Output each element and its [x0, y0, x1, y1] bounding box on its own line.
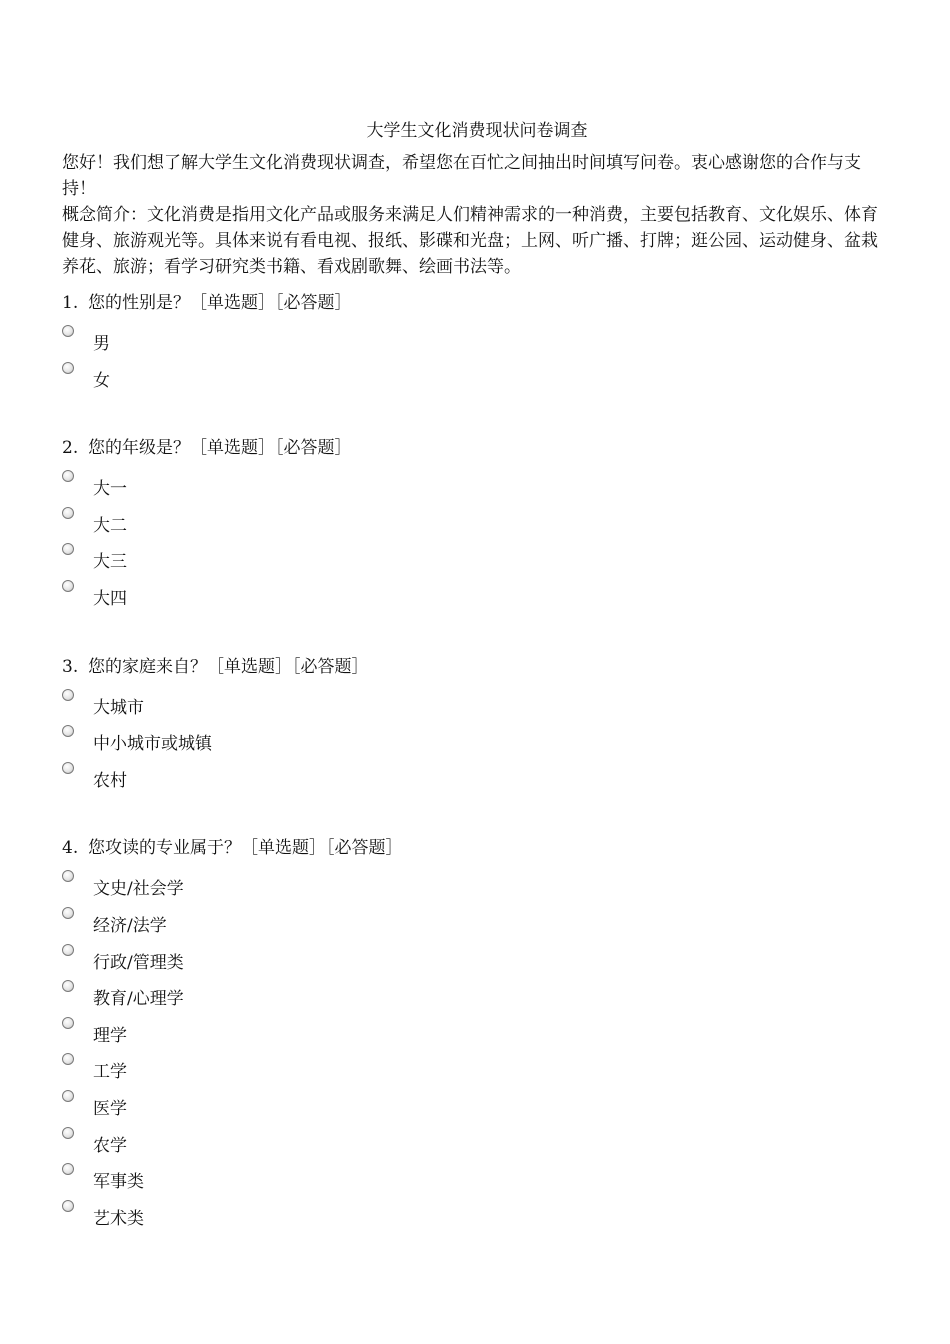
option-label: 女 — [93, 370, 110, 391]
option-row[interactable] — [62, 867, 892, 904]
radio-button-icon[interactable] — [62, 1127, 74, 1139]
radio-button-icon[interactable] — [62, 762, 74, 774]
option-label: 经济/法学 — [93, 915, 167, 936]
question-title — [62, 654, 892, 680]
option-row[interactable] — [62, 1014, 892, 1051]
question-2 — [62, 435, 892, 643]
option-row[interactable] — [62, 1050, 892, 1087]
radio-button-icon[interactable] — [62, 470, 74, 482]
option-label: 军事类 — [93, 1172, 144, 1193]
question-number: 3. — [62, 656, 79, 677]
question-number: 1. — [62, 293, 79, 313]
radio-button-icon[interactable] — [62, 944, 74, 956]
option-label: 工学 — [93, 1062, 127, 1083]
option-row[interactable] — [62, 759, 892, 796]
radio-button-icon[interactable] — [62, 1090, 74, 1102]
option-row[interactable] — [62, 359, 892, 396]
question-text: 您的年级是？［单选题］［必答题］ — [88, 438, 352, 459]
option-label: 医学 — [93, 1098, 127, 1119]
option-label: 大一 — [93, 479, 127, 500]
option-label: 农学 — [93, 1135, 127, 1156]
option-label: 艺术类 — [93, 1208, 144, 1229]
option-row[interactable] — [62, 1124, 892, 1161]
option-label: 男 — [93, 334, 110, 354]
question-title — [62, 290, 892, 316]
option-row[interactable] — [62, 540, 892, 577]
radio-button-icon[interactable] — [62, 1200, 74, 1212]
radio-button-icon[interactable] — [62, 1053, 74, 1065]
option-label: 文史/社会学 — [93, 879, 184, 900]
radio-button-icon[interactable] — [62, 543, 74, 555]
option-row[interactable] — [62, 504, 892, 541]
option-row[interactable] — [62, 941, 892, 978]
survey-page — [62, 118, 892, 1233]
radio-button-icon[interactable] — [62, 507, 74, 519]
option-row[interactable] — [62, 1197, 892, 1234]
question-3 — [62, 654, 892, 826]
option-label: 理学 — [93, 1025, 127, 1046]
question-title — [62, 435, 892, 461]
option-row[interactable] — [62, 722, 892, 759]
question-1 — [62, 290, 892, 425]
radio-button-icon[interactable] — [62, 325, 74, 337]
option-row[interactable] — [62, 904, 892, 941]
option-row[interactable] — [62, 686, 892, 723]
radio-button-icon[interactable] — [62, 980, 74, 992]
question-title — [62, 835, 892, 861]
question-4 — [62, 835, 892, 1233]
option-label: 行政/管理类 — [93, 952, 184, 973]
radio-button-icon[interactable] — [62, 907, 74, 919]
question-text: 您的性别是？［单选题］［必答题］ — [88, 293, 352, 313]
radio-button-icon[interactable] — [62, 870, 74, 882]
question-spacer — [62, 395, 892, 425]
question-text: 您攻读的专业属于？［单选题］［必答题］ — [88, 838, 403, 859]
option-row[interactable] — [62, 467, 892, 504]
question-number: 4. — [62, 838, 79, 859]
option-label: 大二 — [93, 515, 127, 536]
intro-concept: 概念简介：文化消费是指用文化产品或服务来满足人们精神需求的一种消费，主要包括教育、文化娱乐、体育健身、旅游观光等。具体来说有看电视、报纸、影碟和光盘；上网、听广播、打牌；逛公园、运动健身、盆栽养花、旅游；看学习研究类书籍、看戏剧歌舞、绘画书法等。 — [62, 205, 878, 277]
option-row[interactable] — [62, 977, 892, 1014]
option-row[interactable] — [62, 577, 892, 614]
question-number: 2. — [62, 438, 79, 459]
option-label: 教育/心理学 — [93, 989, 184, 1010]
option-label: 中小城市或城镇 — [93, 734, 212, 755]
question-spacer — [62, 614, 892, 644]
survey-title: 大学生文化消费现状问卷调查 — [366, 121, 588, 141]
option-label: 大三 — [93, 552, 127, 573]
option-row[interactable] — [62, 1160, 892, 1197]
radio-button-icon[interactable] — [62, 1017, 74, 1029]
option-label: 大四 — [93, 588, 127, 609]
radio-button-icon[interactable] — [62, 689, 74, 701]
intro-greeting: 您好！我们想了解大学生文化消费现状调查，希望您在百忙之间抽出时间填写问卷。衷心感谢您的合作与支持！ — [62, 153, 861, 199]
question-list — [62, 290, 892, 1233]
option-row[interactable] — [62, 322, 892, 359]
question-spacer — [62, 795, 892, 825]
radio-button-icon[interactable] — [62, 580, 74, 592]
option-row[interactable] — [62, 1087, 892, 1124]
radio-button-icon[interactable] — [62, 725, 74, 737]
option-label: 农村 — [93, 770, 127, 791]
question-text: 您的家庭来自？［单选题］［必答题］ — [88, 656, 369, 677]
radio-button-icon[interactable] — [62, 1163, 74, 1175]
radio-button-icon[interactable] — [62, 362, 74, 374]
option-label: 大城市 — [93, 697, 144, 718]
